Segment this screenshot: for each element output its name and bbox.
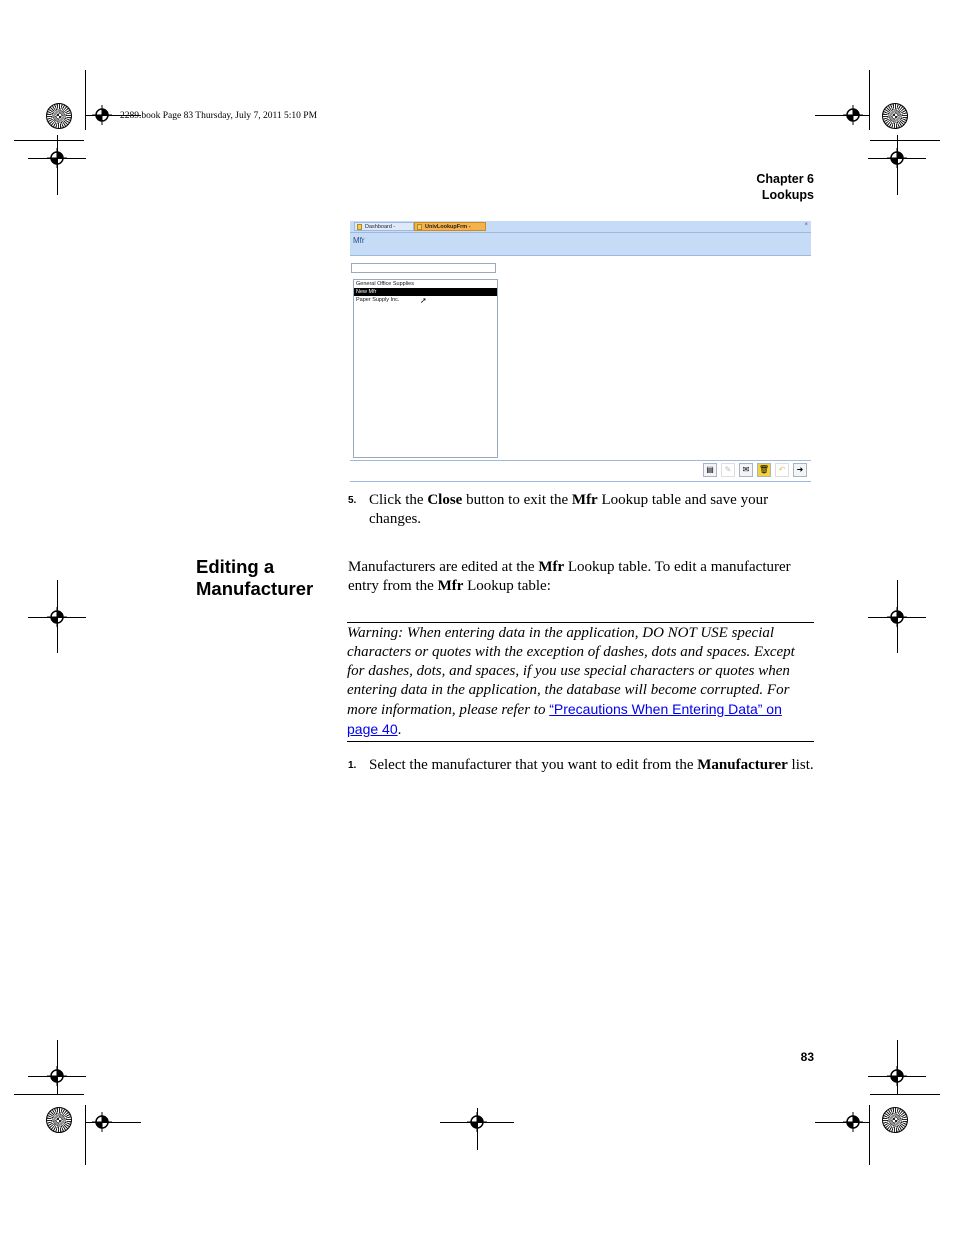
warning-top-rule	[347, 622, 814, 623]
registration-radial-icon	[46, 1107, 72, 1133]
registration-target-icon	[467, 1112, 487, 1132]
list-item[interactable]: Paper Supply Inc.	[356, 297, 400, 303]
undo-button[interactable]	[775, 463, 789, 477]
warning-bottom-rule	[347, 741, 814, 742]
step-number: 1.	[348, 760, 357, 771]
close-button[interactable]	[793, 463, 807, 477]
chapter-label: Chapter 6	[756, 172, 814, 186]
edit-button[interactable]	[721, 463, 735, 477]
tab-univlookup[interactable]: UnivLookupFrm -	[414, 222, 486, 231]
registration-target-icon	[92, 1112, 112, 1132]
list-item[interactable]: General Office Supplies	[356, 281, 414, 287]
registration-target-icon	[887, 1066, 907, 1086]
folder-icon	[417, 224, 422, 230]
step-5-text: Click the Close button to exit the Mfr Lookup table and save your changes.	[369, 492, 769, 527]
warning-note: Warning: When entering data in the application, DO NOT USE special characters or quotes with the exception of dashes, dots and spaces. Except for dashes, dots, and spaces, if you use special characters or quotes when entering data in the application, the database will become corrupted. For more information, please refer to “Precautions When Entering Data” on page 40.	[347, 625, 795, 738]
step-1-text: Select the manufacturer that you want to edit from the Manufacturer list.	[369, 757, 814, 773]
save-icon: ✉	[742, 465, 750, 474]
manufacturer-list[interactable]	[353, 279, 498, 458]
close-tab-icon[interactable]: ×	[804, 222, 808, 228]
form-title-bar	[350, 233, 811, 256]
section-heading: Editing a Manufacturer	[196, 556, 314, 599]
list-item-selected[interactable]: New Mfr	[354, 288, 497, 296]
delete-button[interactable]	[757, 463, 771, 477]
registration-target-icon	[887, 607, 907, 627]
registration-target-icon	[92, 105, 112, 125]
folder-icon	[357, 224, 362, 230]
lookup-screenshot	[350, 221, 811, 483]
step-number: 5.	[348, 495, 357, 506]
new-button[interactable]	[703, 463, 717, 477]
new-icon: ▤	[706, 465, 714, 474]
precautions-link[interactable]: “Precautions When Entering Data” on page 40	[347, 701, 782, 737]
close-icon: ➜	[796, 465, 804, 474]
registration-radial-icon	[46, 103, 72, 129]
undo-icon: ↶	[778, 465, 786, 474]
save-button[interactable]	[739, 463, 753, 477]
section-label: Lookups	[761, 188, 814, 202]
search-input[interactable]	[351, 263, 496, 273]
registration-radial-icon	[882, 103, 908, 129]
lookup-toolbar	[350, 460, 811, 482]
tab-strip	[350, 221, 811, 233]
form-title: Mfr	[353, 236, 365, 245]
section-intro: Manufacturers are edited at the Mfr Lookup table. To edit a manufacturer entry from the Mfr Lookup table:	[348, 559, 791, 594]
running-header	[614, 171, 814, 203]
edit-icon: ✎	[724, 465, 732, 474]
page-number: 83	[800, 1050, 814, 1064]
registration-radial-icon	[882, 1107, 908, 1133]
registration-target-icon	[47, 607, 67, 627]
print-file-info: 2289.book Page 83 Thursday, July 7, 2011 5:10 PM	[120, 111, 318, 121]
registration-target-icon	[843, 105, 863, 125]
tab-dashboard[interactable]: Dashboard -	[354, 222, 414, 231]
registration-target-icon	[843, 1112, 863, 1132]
registration-target-icon	[47, 1066, 67, 1086]
delete-icon: 🗑	[758, 465, 770, 474]
mouse-pointer-icon: ➚	[420, 296, 427, 305]
